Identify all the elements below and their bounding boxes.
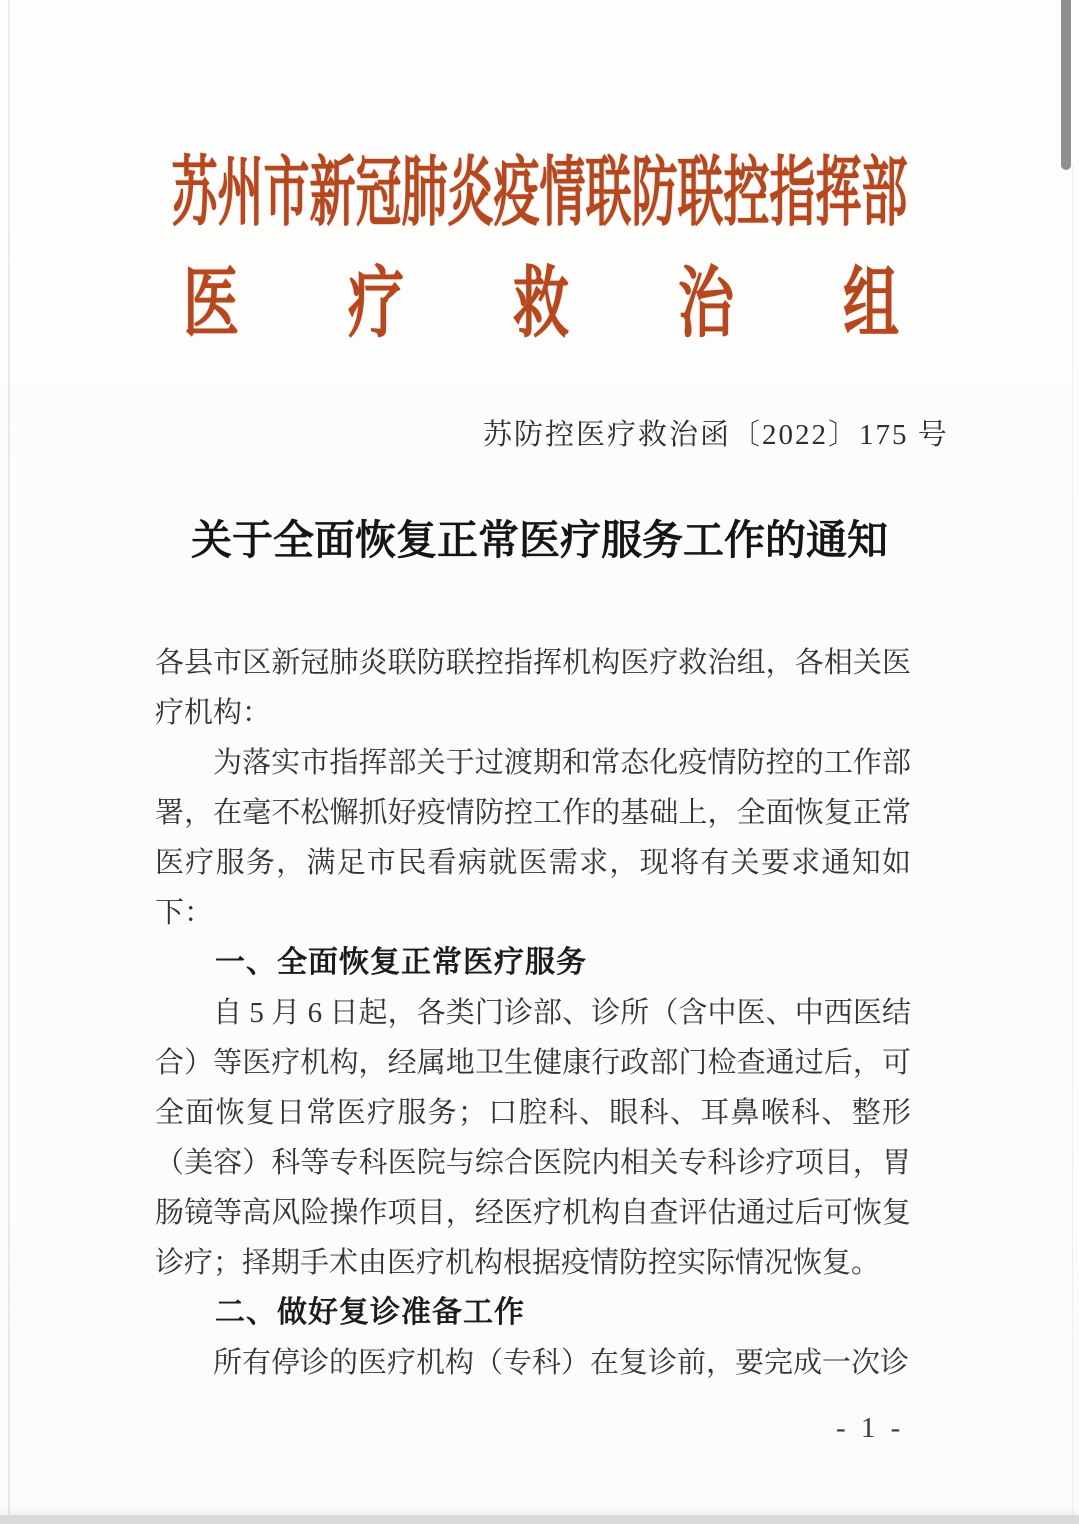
section-2-paragraph: 所有停诊的医疗机构（专科）在复诊前，要完成一次诊 (213, 1347, 910, 1379)
document-number: 苏防控医疗救治函〔2022〕175 号 (483, 419, 949, 451)
paper-right-edge (1072, 165, 1073, 1515)
scrollbar-thumb[interactable] (1061, 0, 1071, 170)
intro-paragraph: 为落实市指挥部关于过渡期和常态化疫情防控的工作部署，在毫不松懈抓好疫情防控工作的基础上，全面恢复正常医疗服务，满足市民看病就医需求，现将有关要求通知如下： (155, 747, 911, 929)
letterhead-org-line-1: 苏州市新冠肺炎疫情联防联控指挥部 (171, 151, 908, 236)
page-number: - 1 - (836, 1412, 905, 1444)
document-body (155, 638, 911, 1388)
section-1-paragraph: 自 5 月 6 日起，各类门诊部、诊所（含中医、中西医结合）等医疗机构，经属地卫生健康行政部门检查通过后，可全面恢复日常医疗服务；口腔科、眼科、耳鼻喉科、整形（美容）科等专科医院与综合医院内相关专科诊疗项目，胃肠镜等高风险操作项目，经医疗机构自查评估通过后可恢复诊疗；择期手术由医疗机构根据疫情防控实际情况恢复。 (155, 997, 911, 1279)
section-2-heading: 二、做好复诊准备工作 (215, 1296, 525, 1329)
letterhead-org-line-2: 医 疗 救 治 组 (183, 261, 899, 348)
notice-title: 关于全面恢复正常医疗服务工作的通知 (191, 517, 888, 563)
salutation: 各县市区新冠肺炎联防联控指挥机构医疗救治组，各相关医疗机构： (155, 647, 911, 729)
section-1-heading: 一、全面恢复正常医疗服务 (215, 946, 587, 979)
bottom-bar (0, 1515, 1079, 1524)
